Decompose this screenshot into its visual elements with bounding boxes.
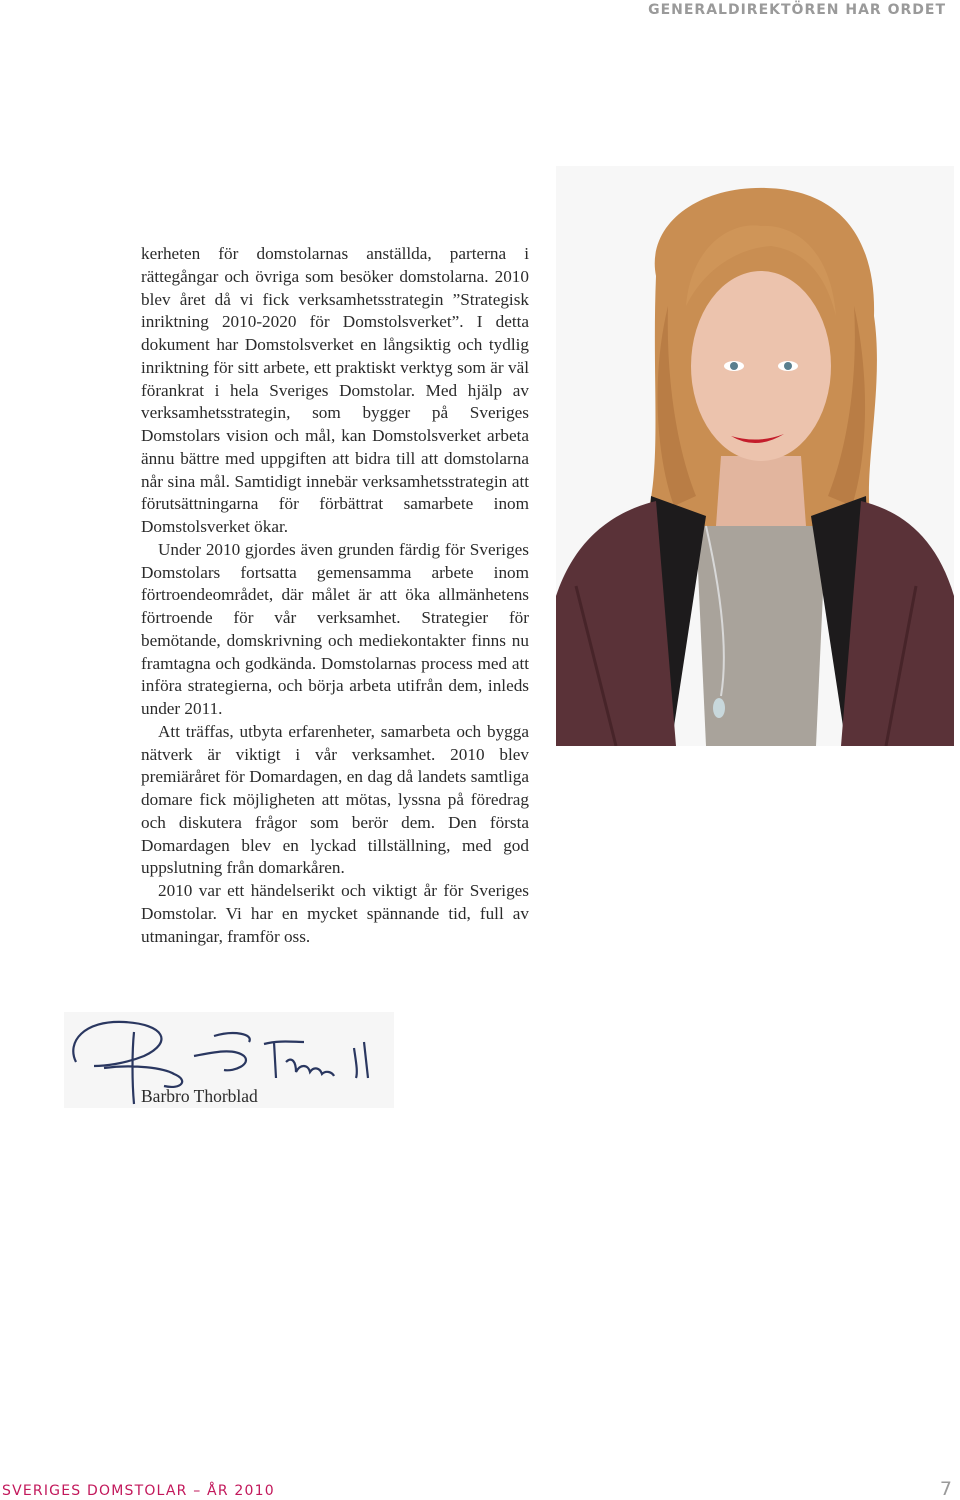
- paragraph-4: 2010 var ett händelserikt och viktigt år för Sveriges Domstolar. Vi har en mycket spännande tid, full av utmaningar, framför oss.: [141, 881, 529, 946]
- paragraph-1: kerheten för domstolarnas anställda, parterna i rättegångar och övriga som besöker domstolarna. 2010 blev året då vi fick verksamhetsstrategin ”Strategisk inriktning 2010-2020 för Domstolsverket”. I detta dokument har Domstolsverket en långsiktig och tydlig inriktning för sitt arbete, ett praktiskt verktyg som är väl förankrat i hela Sveriges Domstolar. Med hjälp av verksamhetsstrategin, som bygger på Sveriges Domstolars vision och mål, kan Domstolsverket arbeta ännu bättre med uppgiften att bidra till att domstolarna når sina mål. Samtidigt innebär verksamhetsstrategin att förutsättningarna för förbättrat samarbete inom Domstolsverket ökar.: [141, 244, 529, 536]
- page-number: 7: [939, 1478, 952, 1500]
- running-header: GENERALDIREKTÖREN HAR ORDET: [648, 2, 946, 18]
- paragraph-3: Att träffas, utbyta erfarenheter, samarbeta och bygga nätverk är viktigt i vår verksamhet. 2010 blev premiäråret för Domardagen, en dag då landets samtliga domare fick möjligheten att mötas, lyssna på föredrag och diskutera frågor som berör dem. Den första Domardagen blev en lyckad tillställning, med god uppslutning från domarkåren.: [141, 721, 529, 878]
- signatory-name: Barbro Thorblad: [141, 1086, 258, 1106]
- footer-publication: SVERIGES DOMSTOLAR – ÅR 2010: [2, 1483, 275, 1499]
- paragraph-2: Under 2010 gjordes även grunden färdig för Sveriges Domstolars fortsatta gemensamma arbete inom förtroendeområdet, där målet är att öka allmänhetens förtroende för vår verksamhet. Strategier för bemötande, domskrivning och mediekontakter finns nu framtagna och godkända. Domstolarnas process med att införa strategierna, och börja arbeta utifrån dem, inleds under 2011.: [141, 539, 529, 718]
- article-body: [141, 243, 529, 948]
- portrait-photo: [556, 166, 954, 746]
